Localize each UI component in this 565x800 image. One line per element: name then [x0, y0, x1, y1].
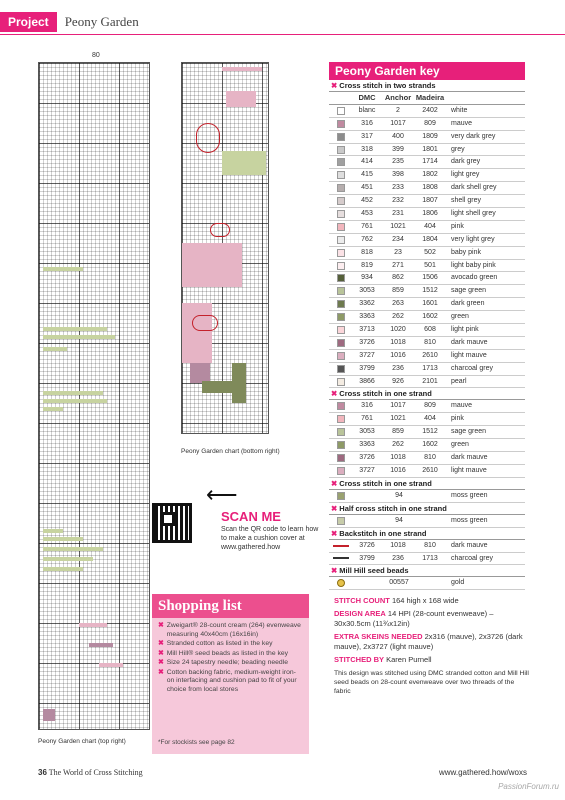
key-row: 451 233 1808 dark shell grey	[329, 182, 525, 195]
stitch-row	[43, 335, 115, 339]
magazine-name: The World of Cross Stitching	[48, 768, 143, 777]
page-number: 36	[38, 768, 47, 777]
symbol-swatch	[337, 171, 345, 179]
watermark: PassionForum.ru	[498, 782, 559, 791]
chart-top-right	[38, 62, 150, 730]
key-row: 452 232 1807 shell grey	[329, 195, 525, 208]
design-stats	[334, 596, 529, 699]
key-row: 762 234 1804 very light grey	[329, 234, 525, 247]
key-row: blanc 2 2402 white	[329, 105, 525, 118]
leaf	[232, 363, 246, 403]
scan-title: SCAN ME	[221, 509, 281, 524]
symbol-swatch	[337, 415, 345, 423]
key-row: 316 1017 809 mauve	[329, 400, 525, 413]
section-half-cross: ✖ Half cross stitch in one strand	[329, 503, 525, 515]
symbol-swatch	[337, 287, 345, 295]
symbol-swatch	[337, 197, 345, 205]
symbol-swatch	[337, 339, 345, 347]
key-row: 3727 1016 2610 light mauve	[329, 465, 525, 478]
symbol-swatch	[337, 352, 345, 360]
footer-left	[38, 768, 143, 777]
key-row: 414 235 1714 dark grey	[329, 156, 525, 169]
design-note: This design was stitched using DMC stranded cotton and Mill Hill seed beads on 28-count evenweave over two threads of the fabric	[334, 670, 529, 695]
symbol-swatch	[337, 223, 345, 231]
key-row: 316 1017 809 mauve	[329, 118, 525, 131]
shopping-list	[152, 594, 309, 754]
key-row: 3053 859 1512 sage green	[329, 285, 525, 298]
header-rule	[0, 34, 565, 35]
symbol-swatch	[337, 107, 345, 115]
symbol-swatch	[337, 402, 345, 410]
extra-skeins-label: EXTRA SKEINS NEEDED	[334, 632, 423, 641]
key-row: 453 231 1806 light shell grey	[329, 208, 525, 221]
stitch-row	[226, 91, 256, 107]
list-item: ✖ Cotton backing fabric, medium-weight iron-on interfacing and cushion pad to fit of your choice from local stores	[158, 668, 297, 693]
stitch-key	[329, 62, 525, 590]
key-row: 3053 859 1512 sage green	[329, 426, 525, 439]
cross-icon: ✖	[158, 659, 164, 666]
key-row: 3727 1016 2610 light mauve	[329, 350, 525, 363]
cross-icon: ✖	[331, 478, 338, 488]
shopping-items	[152, 618, 309, 694]
symbol-swatch	[337, 313, 345, 321]
key-row: 3726 1018 810 dark mauve	[329, 452, 525, 465]
symbol-swatch	[337, 326, 345, 334]
stitch-row	[43, 709, 55, 721]
cross-icon: ✖	[331, 503, 338, 513]
bead-icon	[337, 579, 345, 587]
section-backstitch: ✖ Backstitch in one strand	[329, 528, 525, 540]
symbol-swatch	[337, 492, 345, 500]
cross-icon: ✖	[331, 528, 338, 538]
section-beads: ✖ Mill Hill seed beads	[329, 565, 525, 577]
stitch-row	[43, 327, 107, 331]
stitch-row	[89, 643, 113, 647]
stitch-row	[43, 547, 103, 551]
stitch-row	[190, 363, 210, 383]
key-title: Peony Garden key	[329, 62, 525, 80]
stitch-row	[222, 67, 262, 71]
stitch-row	[43, 529, 63, 533]
stitched-by-value: Karen Purnell	[386, 655, 432, 664]
key-row: 00557 gold	[329, 577, 525, 590]
shopping-title: Shopping list	[152, 594, 309, 618]
project-tag: Project	[0, 12, 57, 32]
chart-left-caption: Peony Garden chart (top right)	[38, 738, 126, 745]
key-row: 318 399 1801 grey	[329, 144, 525, 157]
stitch-row	[43, 399, 107, 403]
cross-icon: ✖	[331, 81, 338, 90]
key-row: 818 23 502 baby pink	[329, 247, 525, 260]
symbol-swatch	[337, 517, 345, 525]
stitch-row	[43, 537, 83, 541]
stitch-row	[79, 623, 107, 627]
key-row: 761 1021 404 pink	[329, 413, 525, 426]
scan-text: Scan the QR code to learn how to make a cushion cover at www.gathered.how	[221, 526, 319, 551]
cross-icon: ✖	[158, 649, 164, 657]
column-number: 80	[92, 52, 100, 59]
symbol-swatch	[337, 262, 345, 270]
stitch-row	[182, 243, 242, 287]
section-cross-one-b: ✖ Cross stitch in one strand	[329, 478, 525, 490]
key-row: 3799 236 1713 charcoal grey	[329, 363, 525, 376]
stitch-row	[222, 151, 266, 175]
backstitch-line-swatch	[333, 545, 349, 547]
key-row: 3726 1018 810 dark mauve	[329, 337, 525, 350]
symbol-swatch	[337, 428, 345, 436]
symbol-swatch	[337, 300, 345, 308]
symbol-swatch	[337, 378, 345, 386]
stitch-row	[43, 347, 67, 351]
key-row: 3363 262 1602 green	[329, 311, 525, 324]
key-header-row: DMC Anchor Madeira	[329, 92, 525, 105]
key-row: 3799 236 1713 charcoal grey	[329, 553, 525, 566]
symbol-swatch	[337, 249, 345, 257]
section-cross-two: ✖ Cross stitch in two strands	[329, 80, 525, 92]
symbol-swatch	[337, 184, 345, 192]
symbol-swatch	[337, 146, 345, 154]
stitch-row	[43, 267, 83, 271]
key-row: 761 1021 404 pink	[329, 221, 525, 234]
stitch-row	[99, 663, 123, 667]
qr-code[interactable]	[152, 503, 192, 543]
key-row: 415 398 1802 light grey	[329, 169, 525, 182]
symbol-swatch	[337, 120, 345, 128]
stitch-row	[43, 567, 83, 571]
stitch-row	[182, 303, 212, 363]
symbol-swatch	[337, 441, 345, 449]
list-item: ✖ Size 24 tapestry needle; beading needle	[158, 659, 289, 666]
list-item: ✖ Zweigart® 28-count cream (264) evenweave measuring 40x40cm (16x16in)	[158, 622, 301, 638]
backstitch-line	[192, 315, 218, 331]
symbol-swatch	[337, 210, 345, 218]
backstitch-line	[196, 123, 220, 153]
arrow-icon: ⟵	[206, 482, 238, 507]
stockists-note: *For stockists see page 82	[158, 739, 235, 746]
symbol-swatch	[337, 274, 345, 282]
symbol-swatch	[337, 454, 345, 462]
backstitch-line-swatch	[333, 557, 349, 559]
key-row: 3362 263 1601 dark green	[329, 298, 525, 311]
key-row: 819 271 501 light baby pink	[329, 260, 525, 273]
chart-right-caption: Peony Garden chart (bottom right)	[181, 448, 280, 455]
stitch-count-value: 164 high x 168 wide	[391, 596, 459, 605]
key-row: 3866 926 2101 pearl	[329, 376, 525, 389]
footer-url[interactable]: www.gathered.how/woxs	[438, 768, 527, 777]
chart-bottom-right	[181, 62, 269, 434]
symbol-swatch	[337, 236, 345, 244]
stitch-row	[43, 557, 93, 561]
list-item: ✖ Stranded cotton as listed in the key	[158, 640, 273, 647]
key-row: 3713 1020 608 light pink	[329, 324, 525, 337]
key-row: 317 400 1809 very dark grey	[329, 131, 525, 144]
symbol-swatch	[337, 365, 345, 373]
key-row: 3363 262 1602 green	[329, 439, 525, 452]
key-row: 94 moss green	[329, 515, 525, 528]
key-row: 3726 1018 810 dark mauve	[329, 540, 525, 553]
backstitch-line	[210, 223, 230, 237]
cross-icon: ✖	[158, 640, 164, 647]
extra-skeins-value: 2x316 (mauve), 2x3726 (dark mauve), 2x3727 (light mauve)	[334, 632, 523, 651]
page-header	[0, 12, 139, 32]
symbol-swatch	[337, 158, 345, 166]
symbol-swatch	[337, 467, 345, 475]
list-item: ✖ Mill Hill® seed beads as listed in the key	[158, 649, 289, 657]
key-row: 934 862 1506 avocado green	[329, 272, 525, 285]
cross-icon: ✖	[331, 389, 338, 399]
symbol-swatch	[337, 133, 345, 141]
cross-icon: ✖	[158, 622, 164, 629]
header-title: Peony Garden	[64, 14, 139, 29]
stitch-count-label: STITCH COUNT	[334, 596, 390, 605]
cross-icon: ✖	[158, 668, 164, 676]
section-cross-one: ✖ Cross stitch in one strand	[329, 388, 525, 400]
cross-icon: ✖	[331, 566, 338, 576]
design-area-value: 14 HPI (28-count evenweave) – 30x30.5cm (11¾x12in)	[334, 609, 494, 628]
stitch-row	[43, 391, 103, 395]
key-row: 94 moss green	[329, 490, 525, 503]
stitched-by-label: STITCHED BY	[334, 655, 385, 664]
design-area-label: DESIGN AREA	[334, 609, 386, 618]
stitch-row	[43, 407, 63, 411]
